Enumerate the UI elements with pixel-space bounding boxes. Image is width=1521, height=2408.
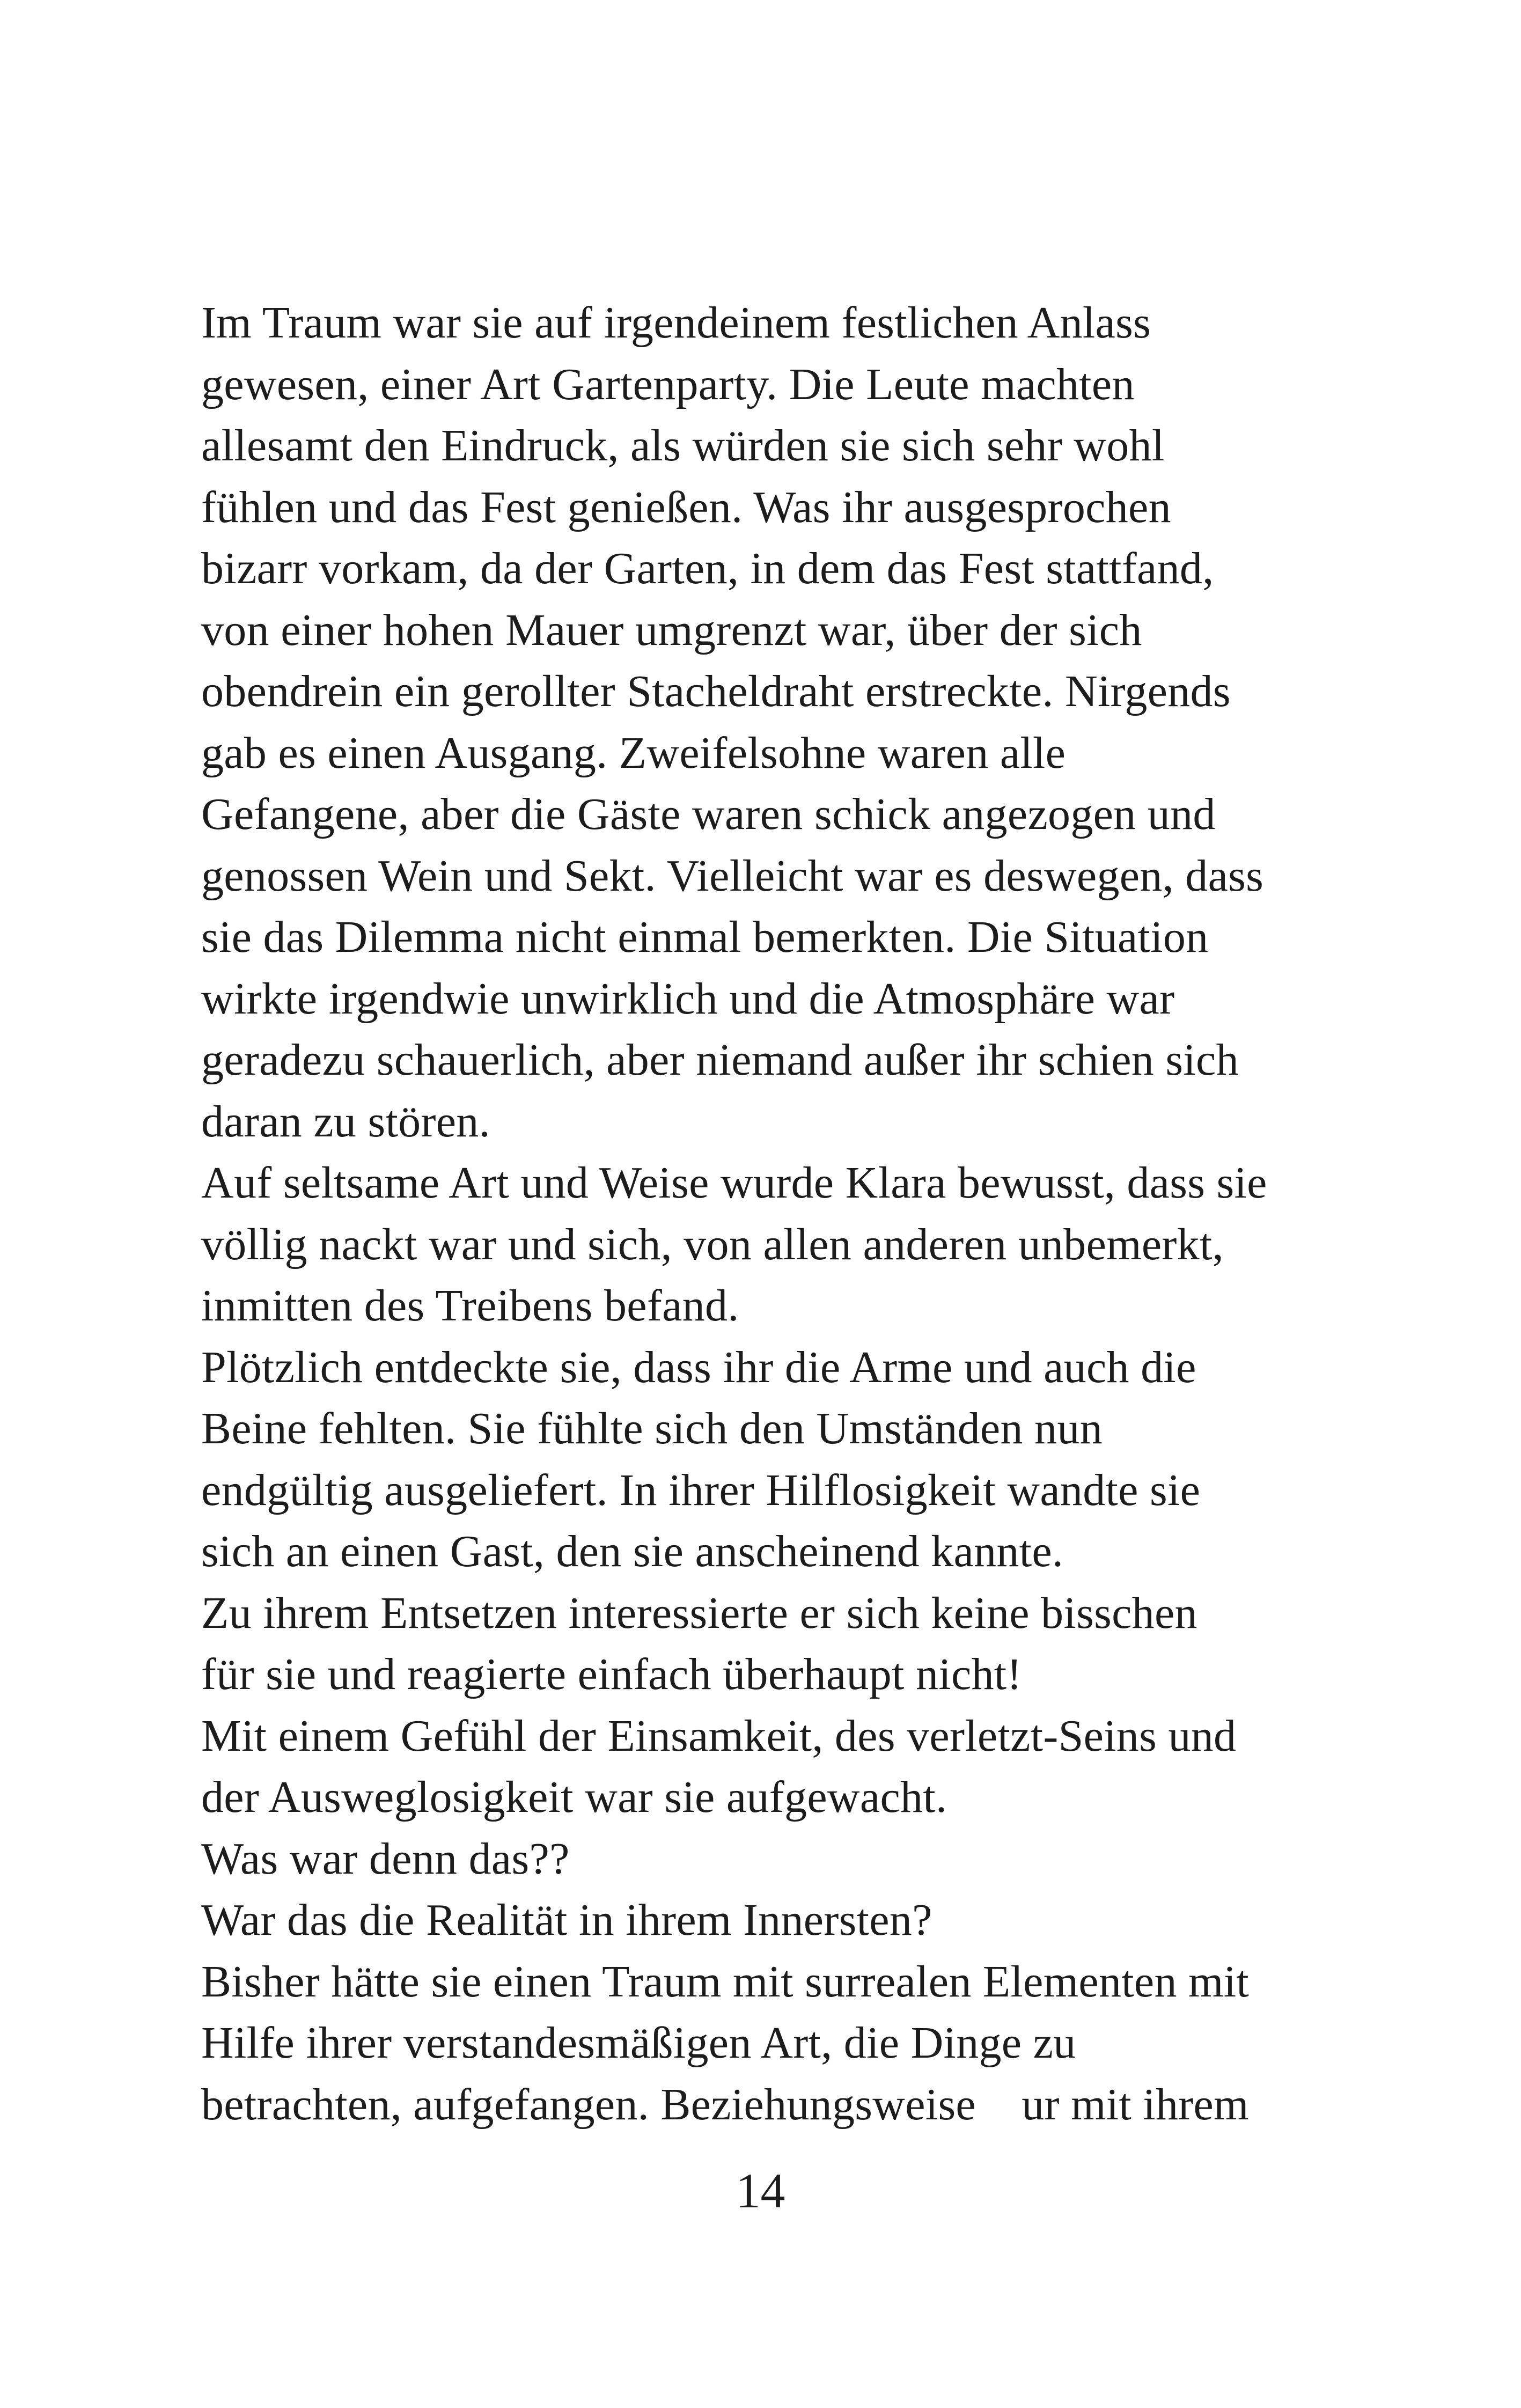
text-line: sich an einen Gast, den sie anscheinend kannte. — [201, 1526, 1064, 1576]
text-line: Plötzlich entdeckte sie, dass ihr die Arme und auch die — [201, 1342, 1196, 1392]
text-line: sie das Dilemma nicht einmal bemerkten. Die Situation — [201, 912, 1209, 962]
text-line: Gefangene, aber die Gäste waren schick angezogen und — [201, 789, 1216, 839]
text-line: betrachten, aufgefangen. Beziehungsweise ur mit ihrem — [201, 2079, 1249, 2130]
text-line: genossen Wein und Sekt. Vielleicht war es deswegen, dass — [201, 850, 1264, 901]
text-line: daran zu stören. — [201, 1096, 490, 1147]
body-text — [201, 292, 1349, 2135]
text-line: War das die Realität in ihrem Innersten? — [201, 1895, 932, 1945]
text-line: gewesen, einer Art Gartenparty. Die Leute machten — [201, 359, 1135, 409]
text-line: von einer hohen Mauer umgrenzt war, über der sich — [201, 605, 1142, 655]
text-line: der Ausweglosigkeit war sie aufgewacht. — [201, 1772, 947, 1822]
text-line: gab es einen Ausgang. Zweifelsohne waren alle — [201, 728, 1066, 778]
text-line: obendrein ein gerollter Stacheldraht erstreckte. Nirgends — [201, 666, 1231, 716]
text-line: Zu ihrem Entsetzen interessierte er sich keine bisschen — [201, 1588, 1197, 1638]
text-line: Auf seltsame Art und Weise wurde Klara bewusst, dass sie — [201, 1158, 1267, 1208]
text-line: Im Traum war sie auf irgendeinem festlichen Anlass — [201, 298, 1151, 348]
text-line: bizarr vorkam, da der Garten, in dem das Fest stattfand, — [201, 544, 1214, 593]
text-line: fühlen und das Fest genießen. Was ihr ausgesprochen — [201, 482, 1171, 532]
text-line: inmitten des Treibens befand. — [201, 1281, 739, 1331]
page-number: 14 — [736, 2163, 785, 2218]
text-line: Bisher hätte sie einen Traum mit surrealen Elementen mit — [201, 1956, 1250, 2007]
text-line: geradezu schauerlich, aber niemand außer ihr schien sich — [201, 1035, 1239, 1085]
text-line: Hilfe ihrer verstandesmäßigen Art, die Dinge zu — [201, 2018, 1076, 2068]
text-line: endgültig ausgeliefert. In ihrer Hilflosigkeit wandte sie — [201, 1465, 1201, 1515]
text-line: allesamt den Eindruck, als würden sie sich sehr wohl — [201, 421, 1165, 471]
text-line: Was war denn das?? — [201, 1833, 570, 1884]
text-line: für sie und reagierte einfach überhaupt nicht! — [201, 1649, 1022, 1699]
text-line: wirkte irgendwie unwirklich und die Atmosphäre war — [201, 973, 1175, 1024]
text-line: Mit einem Gefühl der Einsamkeit, des verletzt-Seins und — [201, 1710, 1237, 1761]
text-line: völlig nackt war und sich, von allen anderen unbemerkt, — [201, 1219, 1224, 1269]
text-line: Beine fehlten. Sie fühlte sich den Umständen nun — [201, 1404, 1103, 1453]
